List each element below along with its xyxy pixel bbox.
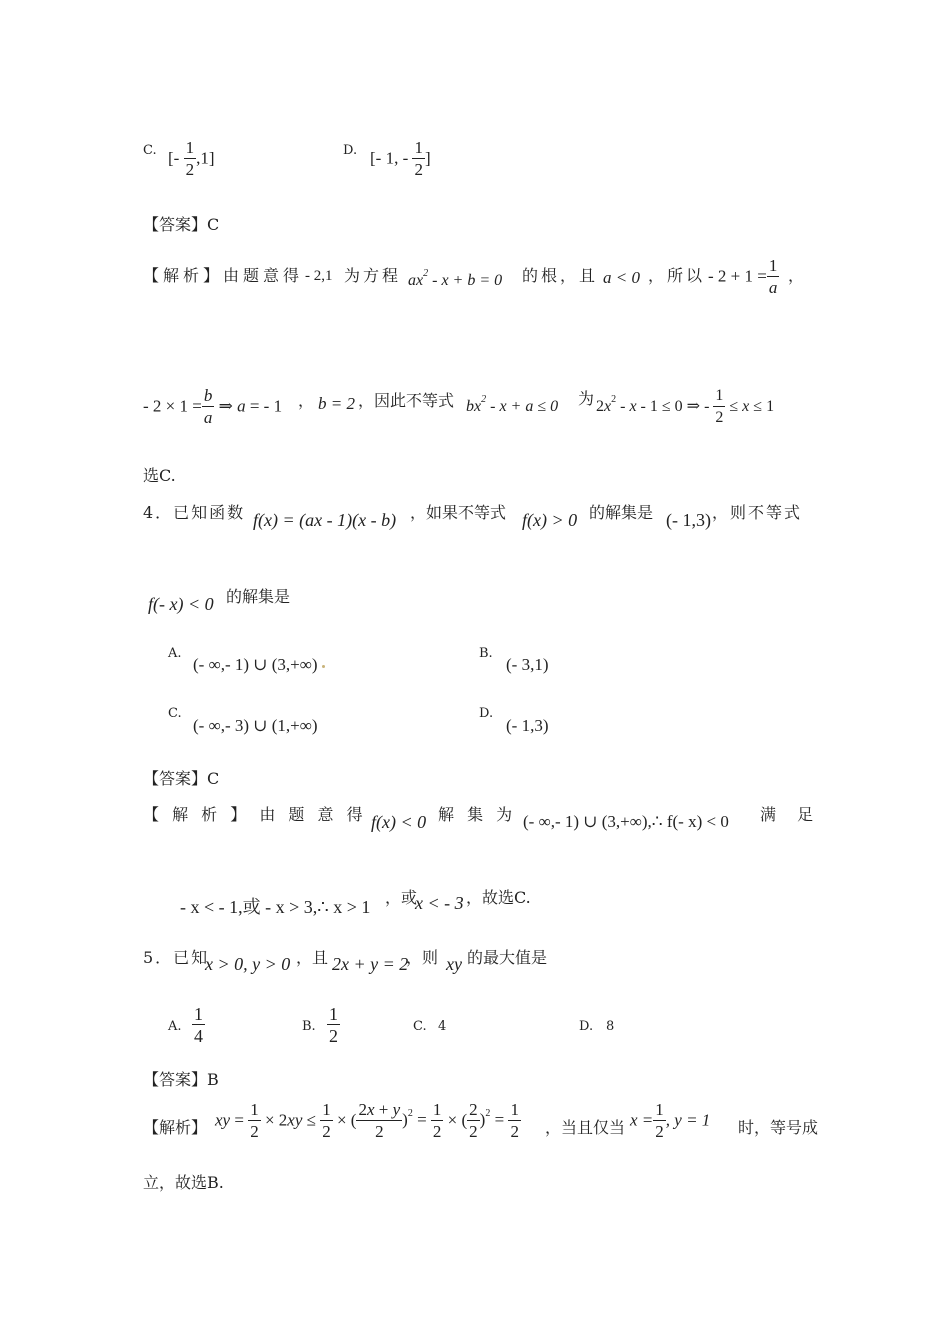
q3-option-d-label: D.: [343, 143, 358, 158]
q5-text-max: 的最大值是: [467, 948, 548, 967]
q5-text-equality: 时，等号成: [738, 1118, 819, 1137]
q3-explanation-head: 【解析】由题意得: [143, 266, 304, 285]
q3-product-equation: - 2 × 1 = $\frac{b}{a}$ ⇒ a = - 1: [143, 386, 283, 427]
q4-function-definition: f(x) = (ax - 1)(x - b): [253, 510, 397, 530]
q5-constraint: 2x + y = 2: [332, 954, 409, 974]
q4-explanation-head: 【 解 析 】 由 题 意 得: [143, 805, 367, 824]
q4-option-b-label: B.: [479, 646, 493, 661]
q4-text-solution-for: 解 集 为: [438, 805, 517, 824]
q4-inequality-lt: f(x) < 0: [371, 812, 427, 832]
q4-option-d: (- 1,3): [506, 716, 549, 735]
q3-text-is: 为: [578, 389, 595, 408]
q4-text-or: ，或: [385, 888, 418, 907]
q3-choose: 选C.: [143, 466, 176, 485]
q3-b-value: b = 2: [318, 394, 355, 413]
q3-text-as-equation: 为方程: [344, 266, 402, 285]
q4-inequality-gt: f(x) > 0: [522, 510, 578, 530]
q4-option-a-label: A.: [168, 646, 182, 661]
q4-text-solution-set-is: 的解集是: [226, 587, 291, 606]
q3-inequality-2: $2x^2 - x - 1 \le 0$ ⇒ - $\frac{1}{2}$ ≤ x ≤ 1: [596, 387, 775, 426]
q3-equation: $ax^2 - x + b = 0$: [408, 268, 503, 289]
q5-answer: 【答案】B: [143, 1070, 219, 1089]
q5-text-conclusion: 立，故选B.: [143, 1173, 224, 1192]
q4-text-satisfy: 满 足: [760, 805, 822, 824]
q3-option-d: [- 1, - $\frac{1}{2}$ ]: [370, 138, 431, 179]
q5-target: xy: [446, 954, 462, 974]
q4-option-b: (- 3,1): [506, 655, 549, 674]
q3-comma-2: ，: [298, 391, 315, 410]
q3-answer: 【答案】C: [143, 215, 220, 234]
q4-solution-set-2: (- ∞,- 1) ∪ (3,+∞),∴ f(- x) < 0: [523, 812, 729, 831]
q5-option-b: $\frac{1}{2}$: [329, 1004, 338, 1046]
q3-sum-equation: - 2 + 1 = $\frac{1}{a}$: [708, 256, 778, 297]
q3-option-c-label: C.: [143, 143, 157, 158]
q3-text-inequality: ，因此不等式: [358, 391, 455, 410]
q5-option-d-label: D.: [579, 1019, 594, 1034]
q5-text-and: ，且: [296, 948, 329, 967]
q3-roots: - 2,1: [305, 268, 333, 284]
q4-option-a: (- ∞,- 1) ∪ (3,+∞): [193, 655, 325, 675]
q5-condition: x > 0, y > 0: [205, 954, 291, 974]
q5-equality: x = $\frac{1}{2}$ , y = 1: [630, 1100, 711, 1141]
q3-option-c: [- $\frac{1}{2}$ ,1]: [168, 138, 215, 179]
q4-inequality-neg: f(- x) < 0: [148, 594, 214, 614]
q4-text-choose: ，故选C.: [466, 888, 531, 907]
q5-text-when: ，当且仅当: [545, 1118, 626, 1137]
q4-option-c: (- ∞,- 3) ∪ (1,+∞): [193, 716, 318, 735]
q3-text-so: ，所以: [648, 266, 706, 285]
q4-answer: 【答案】C: [143, 769, 220, 788]
q4-option-d-label: D.: [479, 706, 494, 721]
q3-comma-1: ，: [788, 266, 805, 285]
q5-option-c: 4: [438, 1019, 447, 1034]
q5-option-a: $\frac{1}{4}$: [194, 1004, 203, 1046]
q4-option-c-label: C.: [168, 706, 182, 721]
q3-condition-a: a < 0: [603, 268, 640, 287]
q5-option-d: 8: [606, 1019, 615, 1034]
q5-option-b-label: B.: [302, 1019, 316, 1034]
q5-stem-prefix: 5．已知: [143, 948, 210, 967]
q4-text-then: ，则不等式: [712, 503, 803, 522]
q5-explanation-head: 【解析】: [143, 1118, 208, 1137]
q3-inequality-1: $bx^2 - x + a \le 0$: [466, 394, 559, 415]
q5-option-a-label: A.: [168, 1019, 182, 1034]
q4-solution-set: (- 1,3): [666, 510, 711, 530]
q5-option-c-label: C.: [413, 1019, 427, 1034]
q4-stem-prefix: 4．已知函数: [143, 503, 246, 522]
q4-text-solution-set: 的解集是: [589, 503, 654, 522]
q4-explanation-line-2: - x < - 1,或 - x > 3,∴ x > 1: [180, 897, 371, 917]
q3-text-root-and: 的根，且: [522, 266, 599, 285]
q5-text-then: ，则: [406, 948, 439, 967]
q4-text-if-inequality: ，如果不等式: [410, 503, 507, 522]
q5-derivation: xy = $\frac{1}{2}$ × 2xy ≤ $\frac{1}{2}$ × ( $\frac{2x + y}{2}$ )$^2$ = $\frac{1}{2}$ × ( $\frac{2}{2}$ )$^2$ = $\frac{1}{2}$: [215, 1100, 519, 1141]
q4-x-less: x < - 3: [415, 893, 464, 913]
